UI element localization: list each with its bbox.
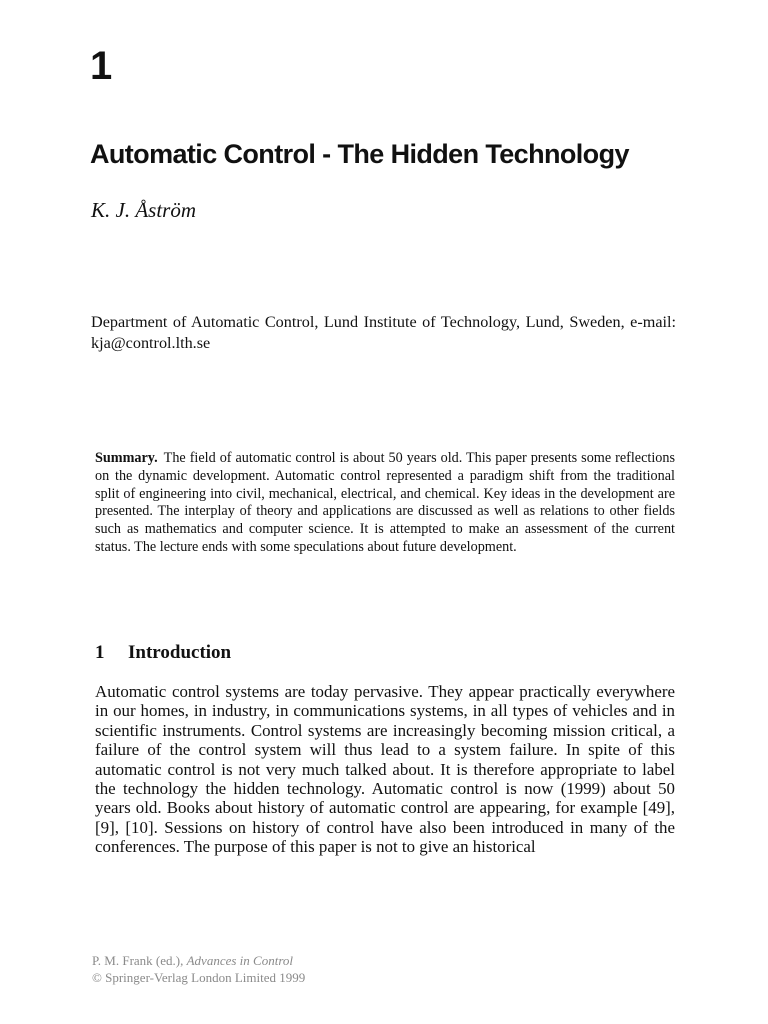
summary-block	[95, 450, 675, 557]
summary-label: Summary.	[95, 450, 158, 466]
section-title: Introduction	[128, 642, 232, 663]
footer-book-title: Advances in Control	[186, 953, 294, 968]
chapter-number: 1	[90, 44, 113, 88]
summary-text: The field of automatic control is about 50 years old. This paper presents some reflections on the dynamic development. Automatic control represented a paradigm shift from the traditional split of engineering into civil, mechanical, electrical, and chemical. Key ideas in the development are presented. The interplay of theory and applications are discussed as well as relations to other fields such as mathematics and computer science. It is attempted to make an assessment of the current status. The lecture ends with some speculations about future development.	[95, 450, 675, 555]
footer-copyright: © Springer-Verlag London Limited 1999	[92, 970, 306, 985]
footer-citation	[92, 952, 305, 969]
section-heading	[95, 640, 231, 666]
author-name: K. J. Åström	[91, 198, 196, 222]
chapter-title: Automatic Control - The Hidden Technology	[90, 139, 629, 169]
footer-editor: P. M. Frank (ed.),	[92, 953, 187, 968]
introduction-paragraph: Automatic control systems are today pervasive. They appear practically everywhere in our homes, in industry, in communications systems, in all types of vehicles and in scientific instruments. Control systems are increasingly becoming mission critical, a failure of the control system will thus lead to a system failure. In spite of this automatic control is not very much talked about. It is therefore appropriate to label the technology the hidden technology. Automatic control is now (1999) about 50 years old. Books about history of automatic control are appearing, for example [49], [9], [10]. Sessions on history of control have also been introduced in many of the conferences. The purpose of this paper is not to give an historical	[95, 682, 675, 857]
author-affiliation: Department of Automatic Control, Lund Institute of Technology, Lund, Sweden, e-mail: kja@control.lth.se	[91, 313, 676, 352]
page-footer	[92, 952, 305, 986]
section-number: 1	[95, 642, 105, 663]
